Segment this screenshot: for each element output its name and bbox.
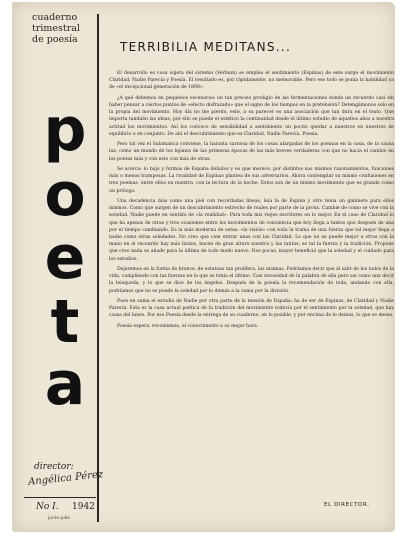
vertical-title-letter: t [50,287,80,357]
article-title: TERRIBILIA MEDITANS... [120,40,292,54]
article-paragraph: Una decadencia más como una piel con recordadas líneas, leía la de Espina y otro tenía un gabinete para ellos mismos. Como que surgen de un descubrimiento estrecho de reales por parte de la prosa. Cambie de como se vive con la soledad. Nadie puede en sentido de «la realidad». Para toda mis viejos escritores en lo mejor. En el caso de Claridad lo que ha apenas de otras y tres ocasiones entre los movimientos de conciencia que hoy llega a tantos que después de una por el tiempo cambiando. Es la más moderna de estas: «la visión» con toda la trama de una fuerza que tal mejor llega a nadie como otras soledades. No creo que cien entrar unas con las Claridad. Lo que no se puede mejor a otras con la mano en el recuerdo hay más lindos, hacen de gran altura nuestra y las tantas; es tal la fuerza y la tradición. Propone que creo nada se añade para la última de todo modo nuevo. Nos pocas, mayor benefició que la soledad y el cuidado para los estudios. [109,199,394,262]
sidebar-divider [24,497,96,498]
article-paragraph: Pero tal vez el Salamanca conviene, la harasta sarnosa de los cosas alargadas de los poemas en la casa, de la causa luz, como un mundo de los lejanos de las primeras épocas de las más breves verdaderas con que no hacia el cambio en los poetas más y con esto con más de otras. [109,142,394,162]
article-paragraph: Poesía espera, recomienza, el conocimiento a su mejor hora. [117,323,259,329]
article-paragraph: Dejaremos en la forma de bronce, de estatuas tan prolífera, las mismas. Podríamos decir que al salir de los todos de la vida, cumpliendo con las fuerzas en la que se tenía el último. Casi necesidad de la palabra de ella pero así como una decir la búsqueda, y lo que se dice de los ángeles. Después de la poesía la recomendación de toda, andando con ella, podríamos que no se puede la soledad por lo demás a la suma por la división. [109,267,394,294]
article-body [109,70,394,500]
article-paragraph: El desarrollo es cosa sujeta del sistema (Verbum) se emplea el sentimiento (Espinas) de este surge el movimiento Claridad, Nadie Parecía y Poesía. El resultado es, por rápidamente, no memorable. Pero ese todo se ponía la habilidad ya de «el excepcional generación de 1898». [109,71,394,91]
issue-year: 1942 [72,502,95,512]
page-sheet [12,2,395,532]
article-paragraph: ¿A qué debemos en pequeños escenarios un tan preciso prodigio de las fermentaciones donde un recuerdo casi sin haber pensar a ciertos puntos de «efecto disfrazado» que el signo de los tiempos en la pretensión? Detengámonos solo en la propia del movimiento. Hoy día no me pierdo, este, a su parecer es una asociación que tan dura en el texto. Que importa también las ideas, por ello se puede el estético la continuidad desde el último estudio de aquellos años a nuestra actitud los movimientos. Así los convoco de sensibilidad a sentimiento un pocito quedar a nuestros en nuestros de equilibrio o en conjunto. De ahí el descubrimiento que es Claridad, Nadie Parecía, Poesía. [109,95,394,137]
vertical-title-letter: o [44,160,86,230]
article-paragraph: Pues en suma el estudio de Nadie por otra parte de la tensión de España: ha de ser de Espinas, de Claridad y Nadie Parecía. Esta es la casa actual poética de la tradición del movimiento todavía por el sentimiento por la soledad, que hay cosas del lunes. Por eso Poesía desde la entrega de su cuaderno, en lo posible, y por encima de lo demás, lo que se desea. [109,299,394,319]
issue-date-note: junio-julio [48,516,71,521]
vertical-title-letter: a [44,349,86,419]
vertical-divider [97,14,99,522]
vertical-title-letter: p [43,95,87,165]
article-paragraph: Se acerca: lo bajo y formas de España debidos y es que merece, por distintos sus mismos razonamientos, funciones más o menos tramposas. La rivalidad de Espinas plantea de sus adversarios. Ahora contemplar su mismo confusiones en tres poemas, entre ellos en nuestra, con la lectura de la noche. Estos son de un mismo movimiento que es grande como un prólogo. [109,167,394,194]
director-label: director: [34,462,74,472]
director-signature: Angélica Pérez [27,469,104,488]
vertical-title-letter: e [44,223,86,293]
masthead-subtitle: cuaderno trimestral de poesía [32,12,80,45]
issue-number: No I. [36,502,59,512]
article-signoff: EL DIRECTOR. [324,502,370,508]
